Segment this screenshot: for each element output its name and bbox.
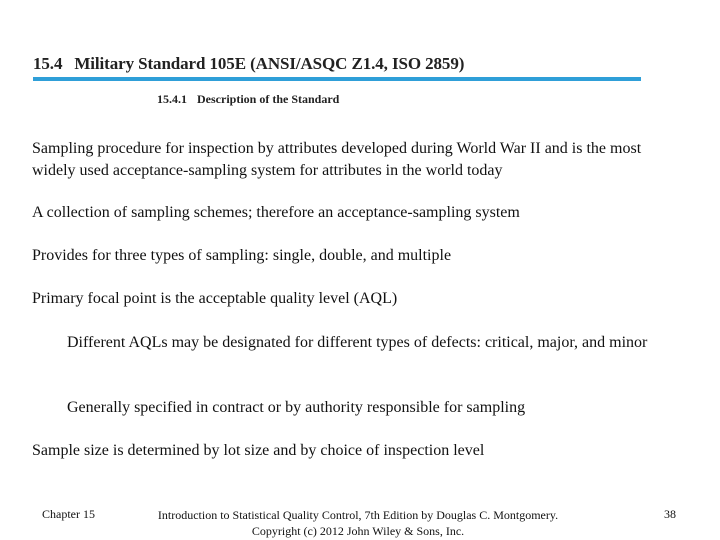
footer-citation-line2: Copyright (c) 2012 John Wiley & Sons, Inc. — [251, 524, 465, 538]
bullet-aql-focal-point: Primary focal point is the acceptable quality level (AQL) — [32, 290, 398, 307]
bullet-sampling-procedure: Sampling procedure for inspection by attributes developed during World War II and is the most widely used acceptance-sampling system for attributes in the world today — [32, 140, 642, 179]
footer-page-number: 38 — [664, 507, 676, 521]
footer-citation — [140, 507, 576, 539]
sub-bullet-specified-in-contract: Generally specified in contract or by authority responsible for sampling — [67, 399, 526, 416]
bullet-types-of-sampling: Provides for three types of sampling: single, double, and multiple — [32, 247, 452, 264]
subsection-title: Description of the Standard — [197, 92, 340, 106]
section-heading — [33, 54, 464, 74]
footer-chapter: Chapter 15 — [42, 507, 95, 521]
section-title: Military Standard 105E (ANSI/ASQC Z1.4, ISO 2859) — [74, 54, 465, 73]
heading-accent-rule — [33, 77, 641, 81]
bullet-sample-size: Sample size is determined by lot size and by choice of inspection level — [32, 442, 485, 459]
subsection-heading — [157, 92, 339, 107]
subsection-number: 15.4.1 — [157, 92, 187, 106]
section-number: 15.4 — [33, 54, 63, 73]
sub-bullet-different-aqls: Different AQLs may be designated for different types of defects: critical, major, and minor — [67, 334, 648, 351]
bullet-collection-of-schemes: A collection of sampling schemes; therefore an acceptance-sampling system — [32, 204, 520, 221]
footer-citation-line1: Introduction to Statistical Quality Control, 7th Edition by Douglas C. Montgomery. — [157, 508, 559, 522]
